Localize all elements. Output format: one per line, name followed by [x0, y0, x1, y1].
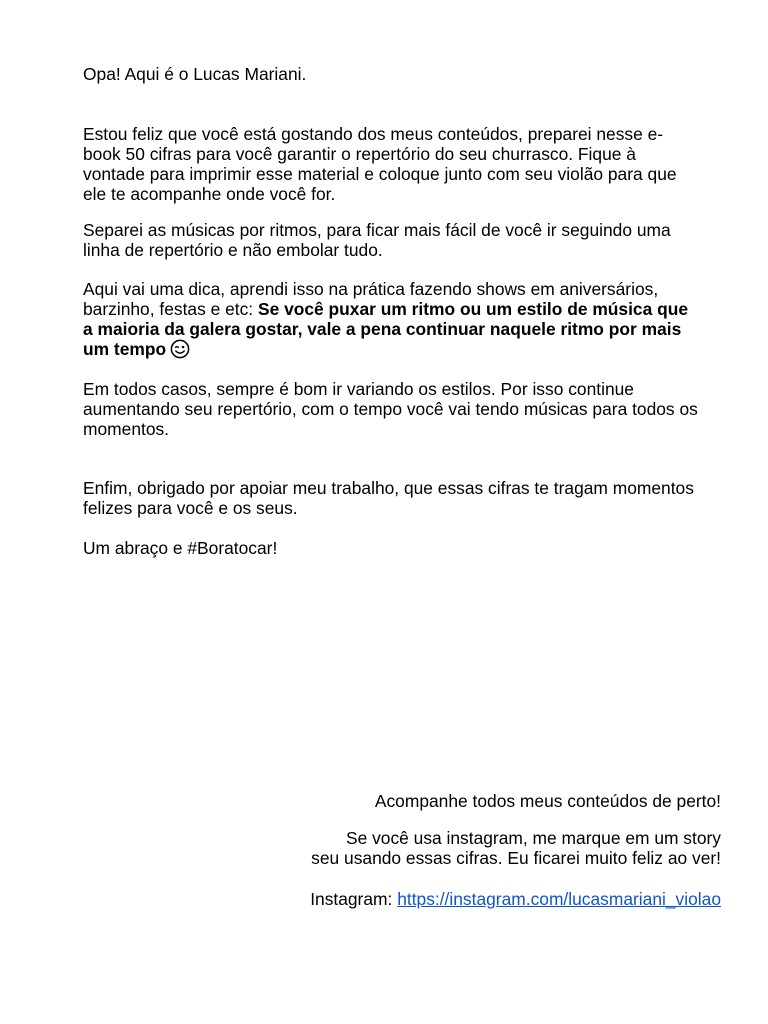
paragraph-line: [83, 299, 728, 319]
paragraph-line: Em todos casos, sempre é bom ir variando os estilos. Por isso continue: [83, 379, 634, 399]
tip-bold-text: um tempo: [83, 339, 167, 359]
paragraph-intro: [83, 124, 728, 204]
paragraph-line: linha de repertório e não embolar tudo.: [83, 240, 383, 260]
instagram-label: Instagram:: [310, 889, 398, 909]
paragraph-line: Separei as músicas por ritmos, para ficar mais fácil de você ir seguindo uma: [83, 220, 671, 240]
paragraph-rhythms: [83, 220, 728, 260]
paragraph-line: aumentando seu repertório, com o tempo você vai tendo músicas para todos os: [83, 399, 698, 419]
paragraph-line: Enfim, obrigado por apoiar meu trabalho, que essas cifras te tragam momentos: [83, 478, 694, 498]
paragraph-variety: [83, 379, 728, 439]
paragraph-line: Estou feliz que você está gostando dos meus conteúdos, preparei nesse e-: [83, 124, 664, 144]
closing-line: Um abraço e #Boratocar!: [83, 538, 278, 558]
instagram-line: [271, 889, 721, 909]
story-line: seu usando essas cifras. Eu ficarei muito feliz ao ver!: [311, 848, 721, 868]
story-line: Se você usa instagram, me marque em um story: [345, 828, 721, 848]
paragraph-line: book 50 cifras para você garantir o repertório do seu churrasco. Fique à: [83, 144, 636, 164]
greeting: Opa! Aqui é o Lucas Mariani.: [83, 64, 307, 84]
instagram-link[interactable]: https://instagram.com/lucasmariani_violao: [397, 889, 721, 909]
tip-bold-text: a maioria da galera gostar, vale a pena continuar naquele ritmo por mais: [83, 319, 682, 339]
paragraph-tip: [83, 279, 728, 359]
paragraph-line: Aqui vai uma dica, aprendi isso na prática fazendo shows em aniversários,: [83, 279, 659, 299]
winking-smiley-icon: [170, 339, 190, 359]
paragraph-thanks: [83, 478, 728, 518]
paragraph-line: vontade para imprimir esse material e coloque junto com seu violão para que: [83, 164, 677, 184]
follow-text: Acompanhe todos meus conteúdos de perto!: [374, 791, 721, 811]
paragraph-line: ele te acompanhe onde você for.: [83, 184, 336, 204]
paragraph-line: momentos.: [83, 419, 170, 439]
tip-bold-text: Se você puxar um ritmo ou um estilo de música que: [257, 299, 689, 319]
tip-plain-text: barzinho, festas e etc:: [83, 299, 258, 319]
paragraph-line: [83, 339, 728, 359]
story-request: [271, 828, 721, 868]
paragraph-line: felizes para você e os seus.: [83, 498, 298, 518]
